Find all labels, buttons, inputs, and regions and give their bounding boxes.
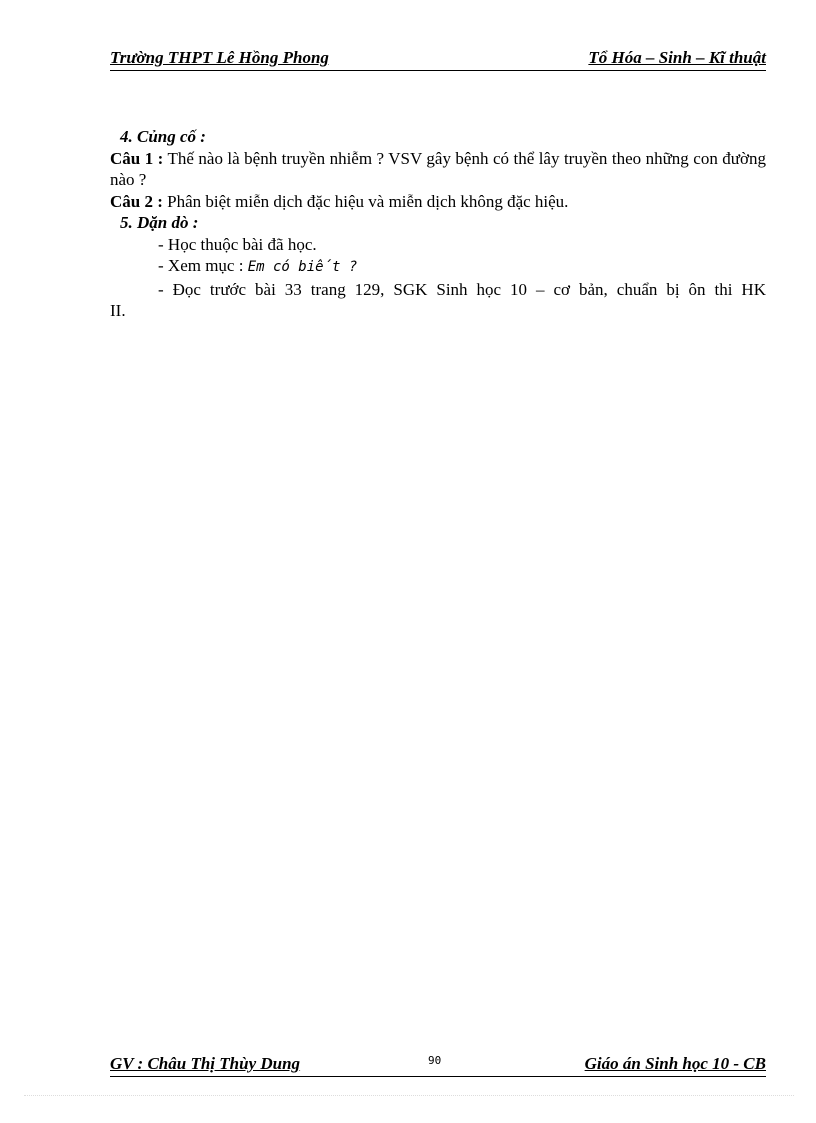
page-number: 90 xyxy=(428,1054,442,1067)
page-header xyxy=(110,48,766,71)
homework-item-3-continued: II. xyxy=(110,301,126,320)
department-name: Tổ Hóa – Sinh – Kĩ thuật xyxy=(588,48,766,67)
school-name: Trường THPT Lê Hồng Phong xyxy=(110,48,329,67)
question-1 xyxy=(110,148,766,191)
section-5-title: 5. Dặn dò : xyxy=(120,213,199,232)
page-footer xyxy=(110,1054,766,1077)
homework-item-1: - Học thuộc bài đã học. xyxy=(158,234,317,254)
question-1-label: Câu 1 : xyxy=(110,148,164,168)
homework-item-2 xyxy=(110,255,766,279)
question-2 xyxy=(110,191,766,213)
page-bottom-divider xyxy=(24,1095,794,1096)
question-2-text: Phân biệt miễn dịch đặc hiệu và miễn dịch không đặc hiệu. xyxy=(162,191,569,211)
section-4-title: 4. Củng cố : xyxy=(120,127,206,146)
homework-item-2-prefix: - Xem mục : xyxy=(158,256,248,275)
teacher-name: GV : Châu Thị Thùy Dung xyxy=(110,1054,301,1073)
lesson-content xyxy=(110,126,766,322)
question-1-text: Thế nào là bệnh truyền nhiễm ? VSV gây bệnh có thể lây truyền theo những con đường nào ? xyxy=(110,148,766,189)
lesson-plan-title: Giáo án Sinh học 10 - CB xyxy=(584,1054,766,1073)
homework-item-3: - Đọc trước bài 33 trang 129, SGK Sinh học 10 – cơ bản, chuẩn bị ôn thi HK xyxy=(158,279,766,299)
question-2-label: Câu 2 : xyxy=(110,191,163,211)
homework-item-2-topic: Em có biết ? xyxy=(247,259,358,275)
